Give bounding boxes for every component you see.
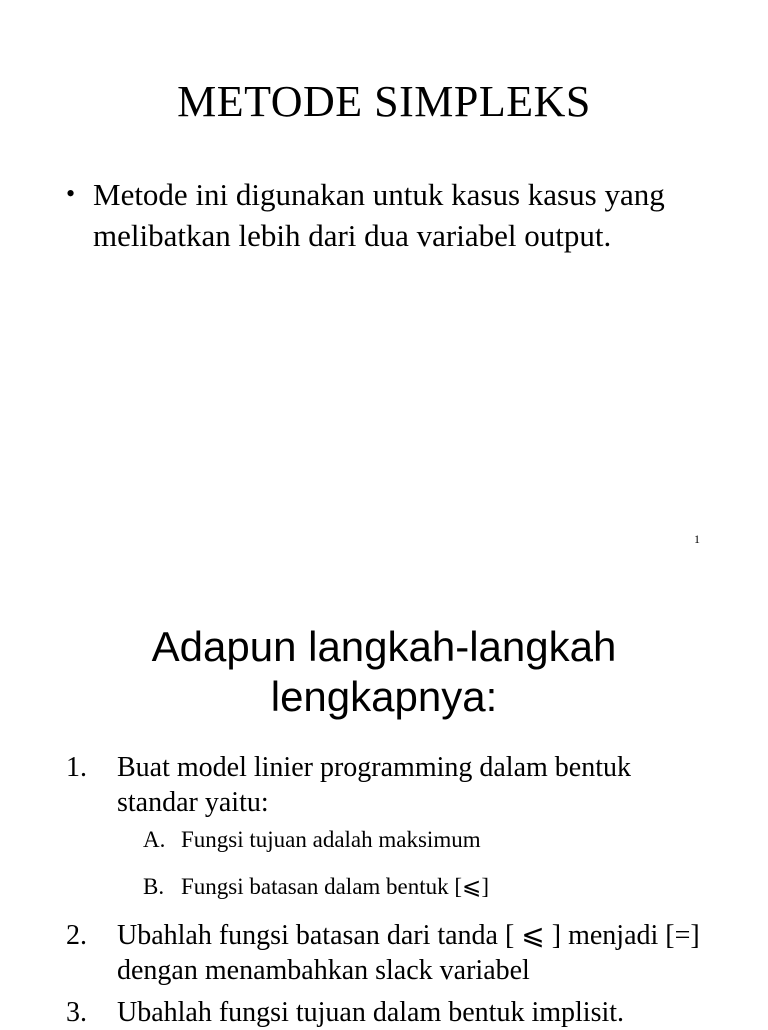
slide-2-title-line-1: Adapun langkah-langkah	[151, 623, 617, 670]
slide-2	[0, 576, 768, 1028]
step-text: Ubahlah fungsi batasan dari tanda [ ⩽ ] menjadi [=] dengan menambahkan slack variabel	[117, 920, 700, 986]
bullet-marker: •	[66, 179, 76, 208]
slide-2-title	[0, 622, 768, 722]
step-text: Buat model linier programming dalam bentuk standar yaitu:	[117, 752, 631, 818]
bullet-text: Metode ini digunakan untuk kasus kasus yang melibatkan lebih dari dua variabel output.	[93, 177, 665, 253]
step-number: 3.	[66, 997, 87, 1028]
step-number: 1.	[66, 752, 87, 783]
subitem-text: Fungsi batasan dalam bentuk [⩽]	[181, 874, 489, 899]
slide-1-title: METODE SIMPLEKS	[177, 77, 591, 126]
slide-2-title-line-2: lengkapnya:	[270, 673, 498, 720]
subitem-label: B.	[143, 874, 165, 899]
subitem-text: Fungsi tujuan adalah maksimum	[181, 827, 481, 852]
step-number: 2.	[66, 920, 87, 951]
page-number: 1	[694, 532, 700, 546]
subitem-label: A.	[143, 827, 166, 852]
step-text: Ubahlah fungsi tujuan dalam bentuk implisit.	[117, 997, 625, 1028]
